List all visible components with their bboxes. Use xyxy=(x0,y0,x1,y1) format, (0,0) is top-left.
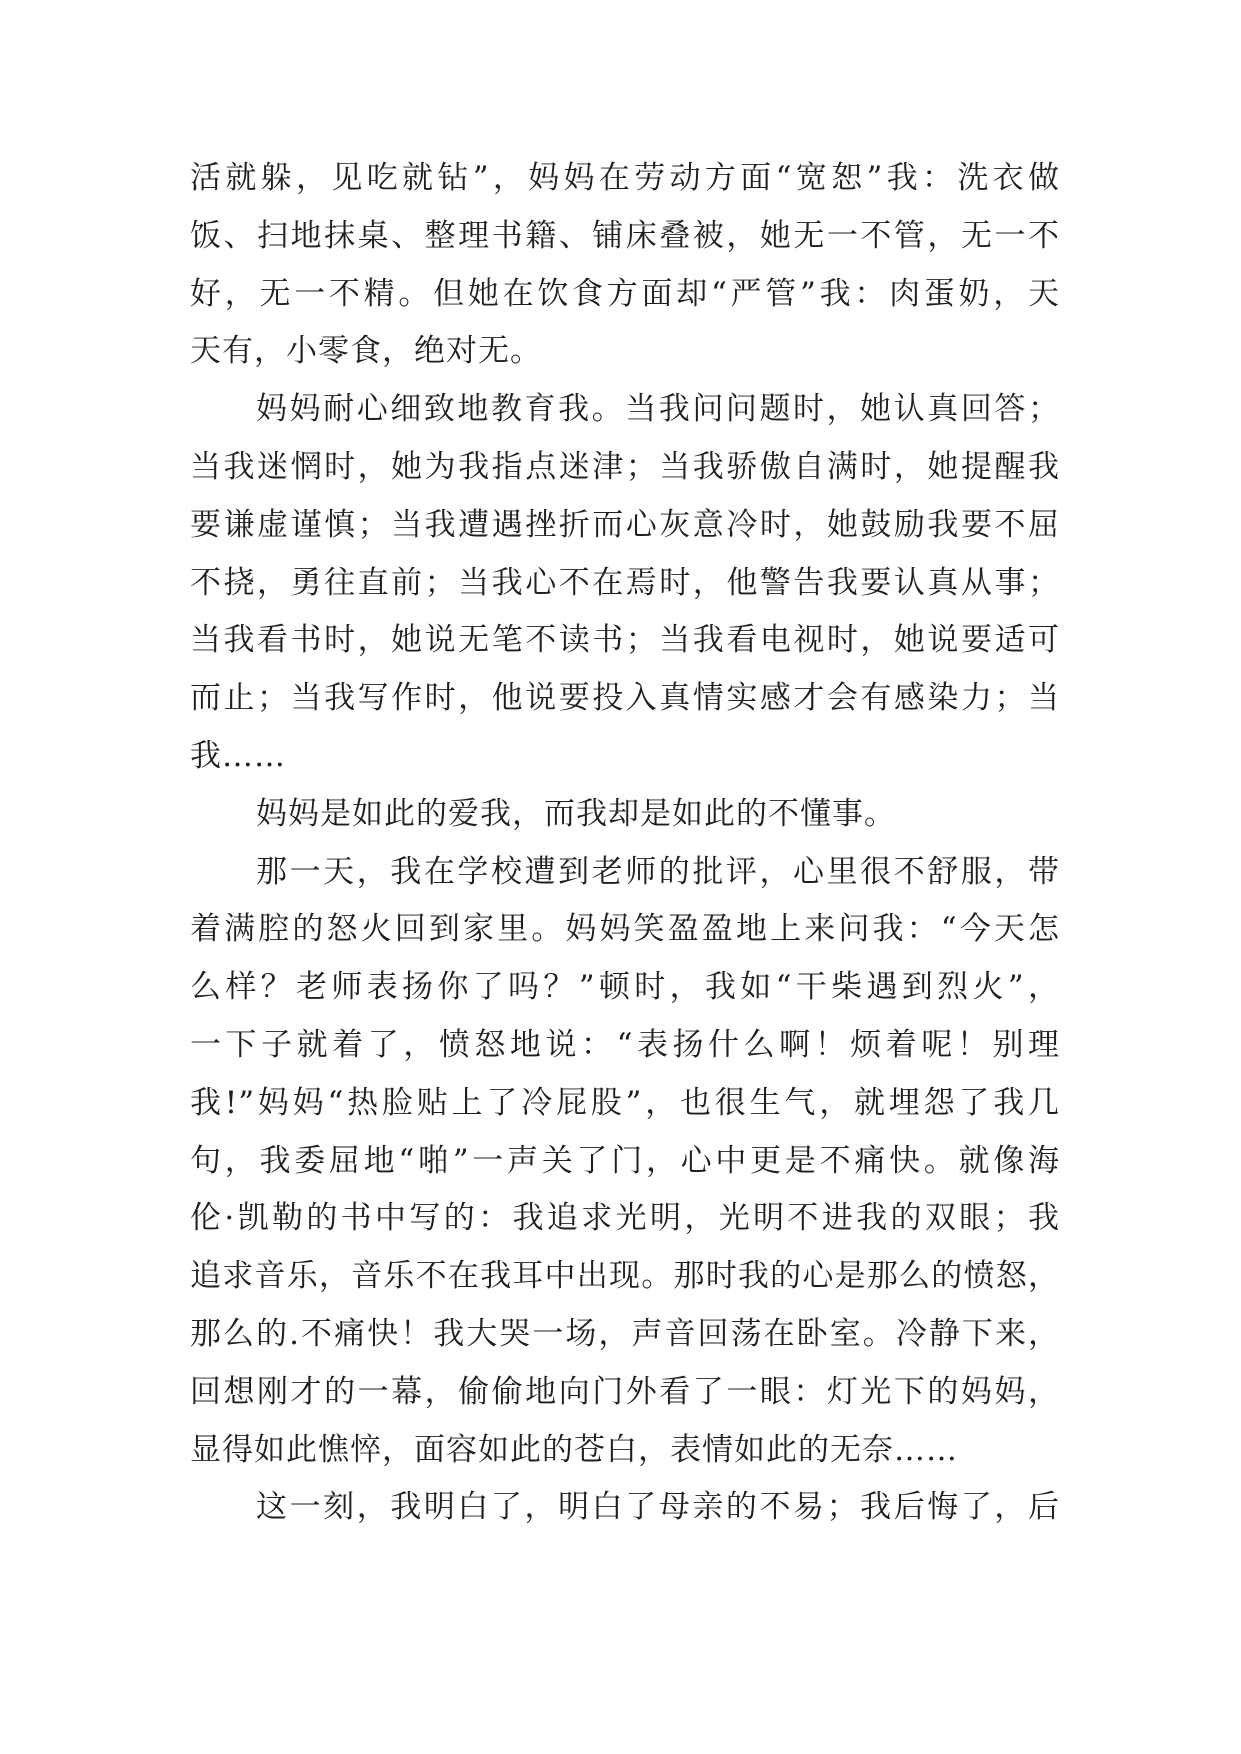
text-line: 饭、扫地抹桌、整理书籍、铺床叠被，她无一不管，无一不 xyxy=(190,217,1060,254)
text-line: 一下子就着了，愤怒地说：“表扬什么啊！烦着呢！别理 xyxy=(190,1026,1060,1063)
text-line: 妈妈耐心细致地教育我。当我问问题时，她认真回答； xyxy=(256,391,1060,428)
text-line: 好，无一不精。但她在饮食方面却“严管”我：肉蛋奶，天 xyxy=(190,275,1060,312)
text-line: 着满腔的怒火回到家里。妈妈笑盈盈地上来问我：“今天怎 xyxy=(190,911,1060,948)
text-line: 当我迷惘时，她为我指点迷津；当我骄傲自满时，她提醒我 xyxy=(190,448,1060,485)
text-line: 追求音乐，音乐不在我耳中出现。那时我的心是那么的愤怒， xyxy=(190,1258,1060,1295)
text-line: 妈妈是如此的爱我，而我却是如此的不懂事。 xyxy=(256,795,896,832)
text-line: 么样？老师表扬你了吗？”顿时，我如“干柴遇到烈火”， xyxy=(190,969,1060,1006)
text-line: 天有，小零食，绝对无。 xyxy=(190,333,542,370)
text-line: 那么的.不痛快！我大哭一场，声音回荡在卧室。冷静下来， xyxy=(190,1315,1060,1352)
text-line: 不挠，勇往直前；当我心不在焉时，他警告我要认真从事； xyxy=(190,564,1060,601)
text-line: 我!”妈妈“热脸贴上了冷屁股”，也很生气，就埋怨了我几 xyxy=(190,1084,1060,1121)
text-line: 句，我委屈地“啪”一声关了门，心中更是不痛快。就像海 xyxy=(190,1142,1060,1179)
text-line: 我…… xyxy=(190,737,286,774)
text-line: 那一天，我在学校遭到老师的批评，心里很不舒服，带 xyxy=(256,853,1060,890)
text-line: 显得如此憔悴，面容如此的苍白，表情如此的无奈…… xyxy=(190,1431,958,1468)
text-line: 当我看书时，她说无笔不读书；当我看电视时，她说要适可 xyxy=(190,622,1060,659)
text-line: 而止；当我写作时，他说要投入真情实感才会有感染力；当 xyxy=(190,680,1060,717)
text-line: 活就躲，见吃就钻”，妈妈在劳动方面“宽恕”我：洗衣做 xyxy=(190,160,1060,196)
text-line: 回想刚才的一幕，偷偷地向门外看了一眼：灯光下的妈妈， xyxy=(190,1373,1060,1410)
text-line: 伦·凯勒的书中写的：我追求光明，光明不进我的双眼；我 xyxy=(190,1200,1060,1237)
body-text xyxy=(190,150,1060,1537)
text-line: 要谦虚谨慎；当我遭遇挫折而心灰意冷时，她鼓励我要不屈 xyxy=(190,506,1060,543)
text-line: 这一刻，我明白了，明白了母亲的不易；我后悔了，后 xyxy=(256,1489,1060,1526)
